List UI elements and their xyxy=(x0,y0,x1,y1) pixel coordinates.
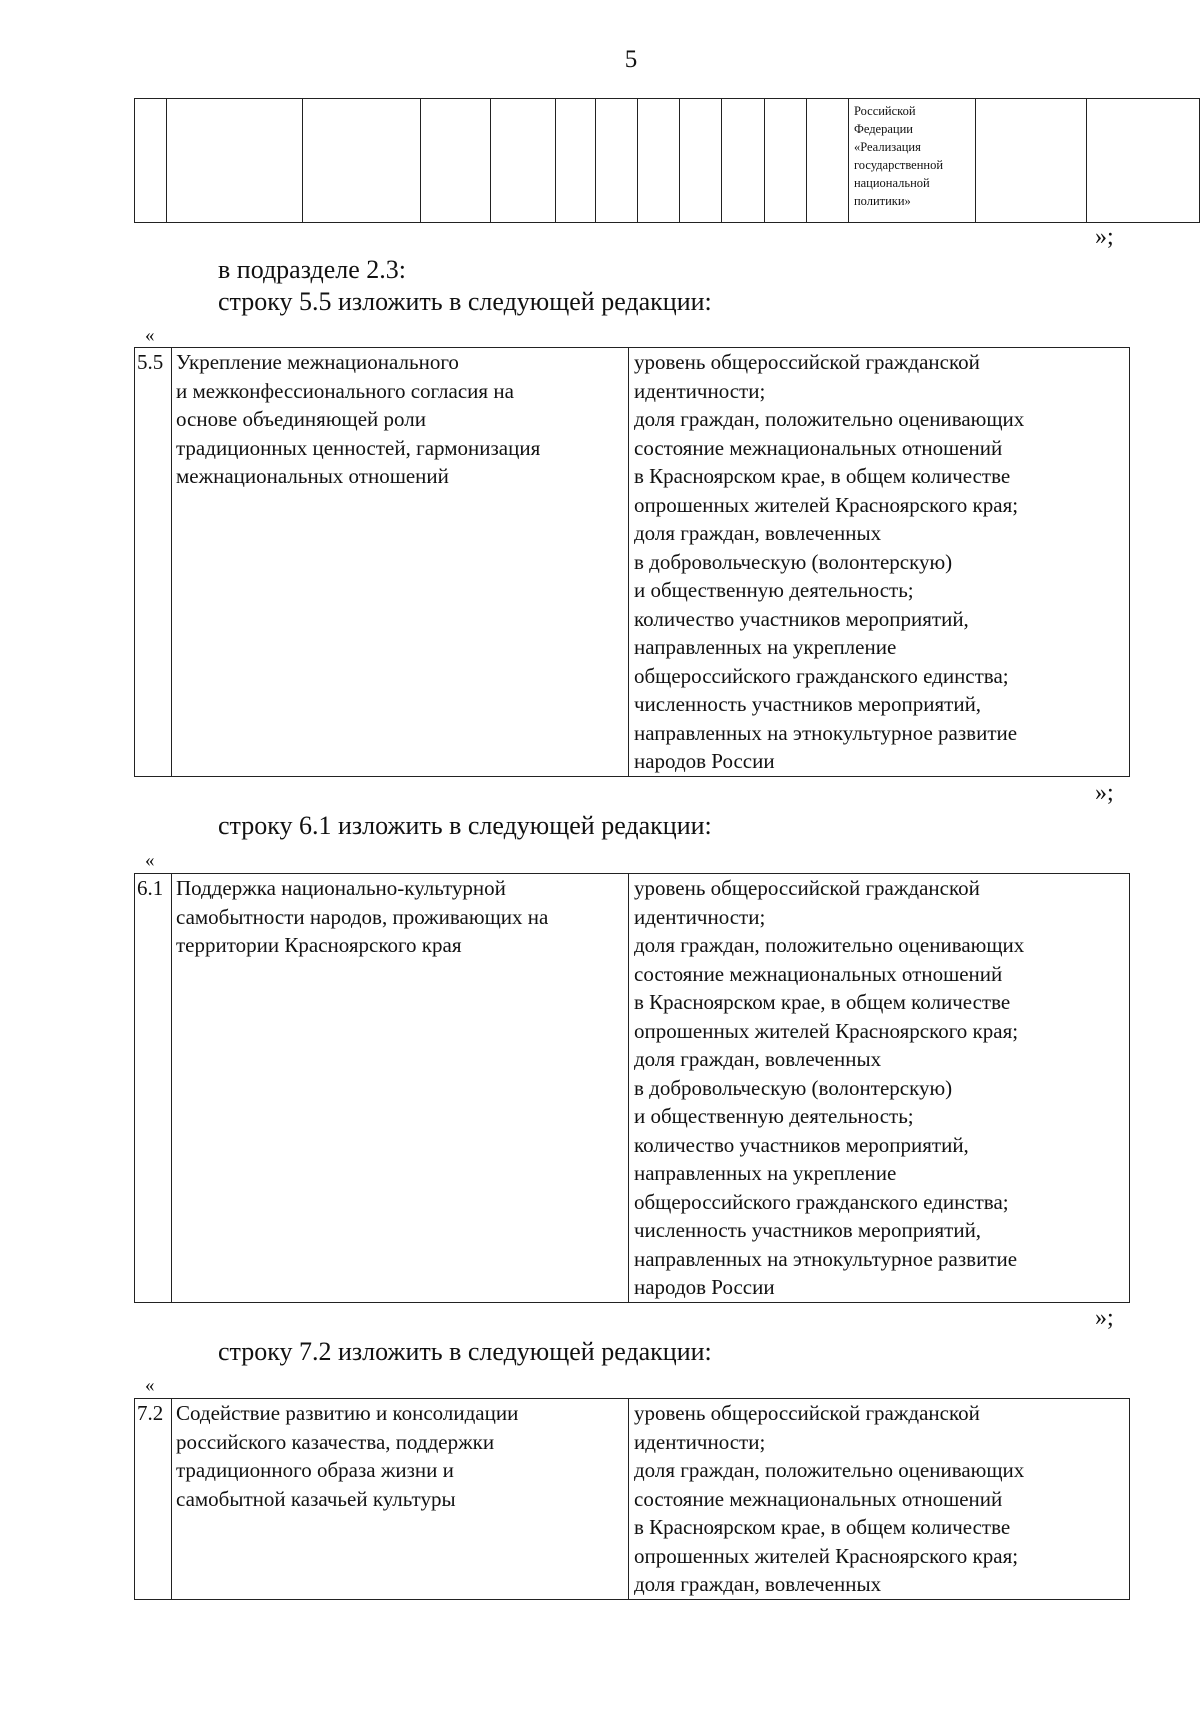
indicator-line: идентичности; xyxy=(634,904,766,929)
indicator-line: направленных на этнокультурное развитие xyxy=(634,1246,1018,1271)
row-table-7-2 xyxy=(134,1398,1130,1600)
indicator-line: доля граждан, вовлеченных xyxy=(634,521,882,545)
indicator-line: состояние межнациональных отношений xyxy=(634,435,1003,460)
table-cell xyxy=(421,99,491,223)
table-cell xyxy=(595,99,637,223)
cell-line: национальной xyxy=(853,176,930,190)
row-name-line: Поддержка национально-культурной xyxy=(176,876,506,900)
instruction-text: строку 6.1 изложить в следующей редакции: xyxy=(218,811,712,840)
subsection-heading: в подразделе 2.3: xyxy=(218,255,407,284)
instruction-text: строку 7.2 изложить в следующей редакции: xyxy=(218,1337,712,1366)
table-cell xyxy=(722,99,764,223)
indicator-line: и общественную деятельность; xyxy=(634,1104,914,1128)
row-name-line: традиционного образа жизни и xyxy=(176,1458,454,1482)
table-cell xyxy=(302,99,421,223)
cell-line: Российской xyxy=(853,104,916,118)
indicator-line: в Красноярском крае, в общем количестве xyxy=(634,464,1011,488)
row-name-line: традиционных ценностей, гармонизация xyxy=(176,435,541,460)
indicator-line: численность участников мероприятий, xyxy=(634,692,982,716)
indicator-line: в добровольческую (волонтерскую) xyxy=(634,549,953,574)
table-cell xyxy=(167,99,302,223)
instruction-text: строку 5.5 изложить в следующей редакции: xyxy=(218,287,712,316)
page-number: 5 xyxy=(624,46,638,73)
indicator-line: доля граждан, положительно оценивающих xyxy=(634,407,1025,431)
cell-line: политики» xyxy=(853,194,911,208)
indicator-line: опрошенных жителей Красноярского края; xyxy=(634,492,1019,517)
indicator-line: направленных на укрепление xyxy=(634,635,897,659)
row-name-line: Содействие развитию и консолидации xyxy=(176,1401,519,1425)
indicator-line: общероссийского гражданского единства; xyxy=(634,1189,1009,1214)
row-name-line: и межконфессионального согласия на xyxy=(176,378,514,403)
indicator-line: направленных на укрепление xyxy=(634,1161,897,1185)
row-name-line: самобытности народов, проживающих на xyxy=(176,904,549,929)
row-number: 6.1 xyxy=(135,874,172,1303)
table-cell xyxy=(976,99,1087,223)
table-row xyxy=(135,99,1200,223)
indicator-line: количество участников мероприятий, xyxy=(634,606,969,631)
indicator-line: опрошенных жителей Красноярского края; xyxy=(634,1543,1019,1568)
indicator-line: в Красноярском крае, в общем количестве xyxy=(634,990,1011,1014)
table-cell xyxy=(490,99,555,223)
indicator-line: направленных на этнокультурное развитие xyxy=(634,720,1018,745)
row-name-cell xyxy=(172,874,629,1303)
table-cell xyxy=(680,99,722,223)
row-name-line: самобытной казачьей культуры xyxy=(176,1486,456,1511)
indicator-line: доля граждан, вовлеченных xyxy=(634,1572,882,1596)
indicator-line: в Красноярском крае, в общем количестве xyxy=(634,1515,1011,1539)
indicator-line: доля граждан, положительно оценивающих xyxy=(634,933,1025,957)
row-number: 5.5 xyxy=(135,348,172,777)
table-cell xyxy=(806,99,848,223)
indicator-line: в добровольческую (волонтерскую) xyxy=(634,1075,953,1100)
table-cell xyxy=(555,99,595,223)
table-row xyxy=(135,1399,1130,1600)
row-name-line: межнациональных отношений xyxy=(176,464,449,488)
row-table-5-5 xyxy=(134,347,1130,777)
indicator-line: идентичности; xyxy=(634,1429,766,1454)
row-indicators-cell xyxy=(629,1399,1130,1600)
row-name-line: российского казачества, поддержки xyxy=(176,1429,495,1454)
cell-line: Федерации xyxy=(853,122,913,136)
program-name-cell xyxy=(848,99,975,223)
row-name-line: территории Красноярского края xyxy=(176,933,462,957)
opening-quote: « xyxy=(145,325,155,346)
cell-line: «Реализация xyxy=(853,140,921,154)
row-name-cell xyxy=(172,348,629,777)
indicator-line: доля граждан, вовлеченных xyxy=(634,1047,882,1071)
row-indicators-cell xyxy=(629,348,1130,777)
indicator-line: состояние межнациональных отношений xyxy=(634,1486,1003,1511)
indicator-line: народов России xyxy=(634,1275,775,1299)
indicator-line: уровень общероссийской гражданской xyxy=(634,876,980,900)
opening-quote: « xyxy=(145,850,155,871)
closing-quote: »; xyxy=(1095,224,1114,250)
indicator-line: численность участников мероприятий, xyxy=(634,1218,982,1242)
indicator-line: уровень общероссийской гражданской xyxy=(634,1401,980,1425)
row-number: 7.2 xyxy=(135,1399,172,1600)
indicator-line: количество участников мероприятий, xyxy=(634,1132,969,1157)
table-cell xyxy=(638,99,680,223)
continuation-table xyxy=(134,98,1200,223)
indicator-line: доля граждан, положительно оценивающих xyxy=(634,1458,1025,1482)
row-name-cell xyxy=(172,1399,629,1600)
opening-quote: « xyxy=(145,1375,155,1396)
indicator-line: состояние межнациональных отношений xyxy=(634,961,1003,986)
indicator-line: и общественную деятельность; xyxy=(634,578,914,602)
table-cell xyxy=(135,99,167,223)
table-row xyxy=(135,874,1130,1303)
closing-quote: »; xyxy=(1095,780,1114,806)
indicator-line: опрошенных жителей Красноярского края; xyxy=(634,1018,1019,1043)
table-row xyxy=(135,348,1130,777)
cell-line: государственной xyxy=(853,158,944,172)
row-table-6-1 xyxy=(134,873,1130,1303)
closing-quote: »; xyxy=(1095,1305,1114,1331)
indicator-line: народов России xyxy=(634,749,775,773)
row-name-line: Укрепление межнационального xyxy=(176,350,459,374)
row-indicators-cell xyxy=(629,874,1130,1303)
table-cell xyxy=(764,99,806,223)
indicator-line: уровень общероссийской гражданской xyxy=(634,350,980,374)
table-cell xyxy=(1087,99,1200,223)
row-name-line: основе объединяющей роли xyxy=(176,407,426,431)
indicator-line: идентичности; xyxy=(634,378,766,403)
indicator-line: общероссийского гражданского единства; xyxy=(634,663,1009,688)
